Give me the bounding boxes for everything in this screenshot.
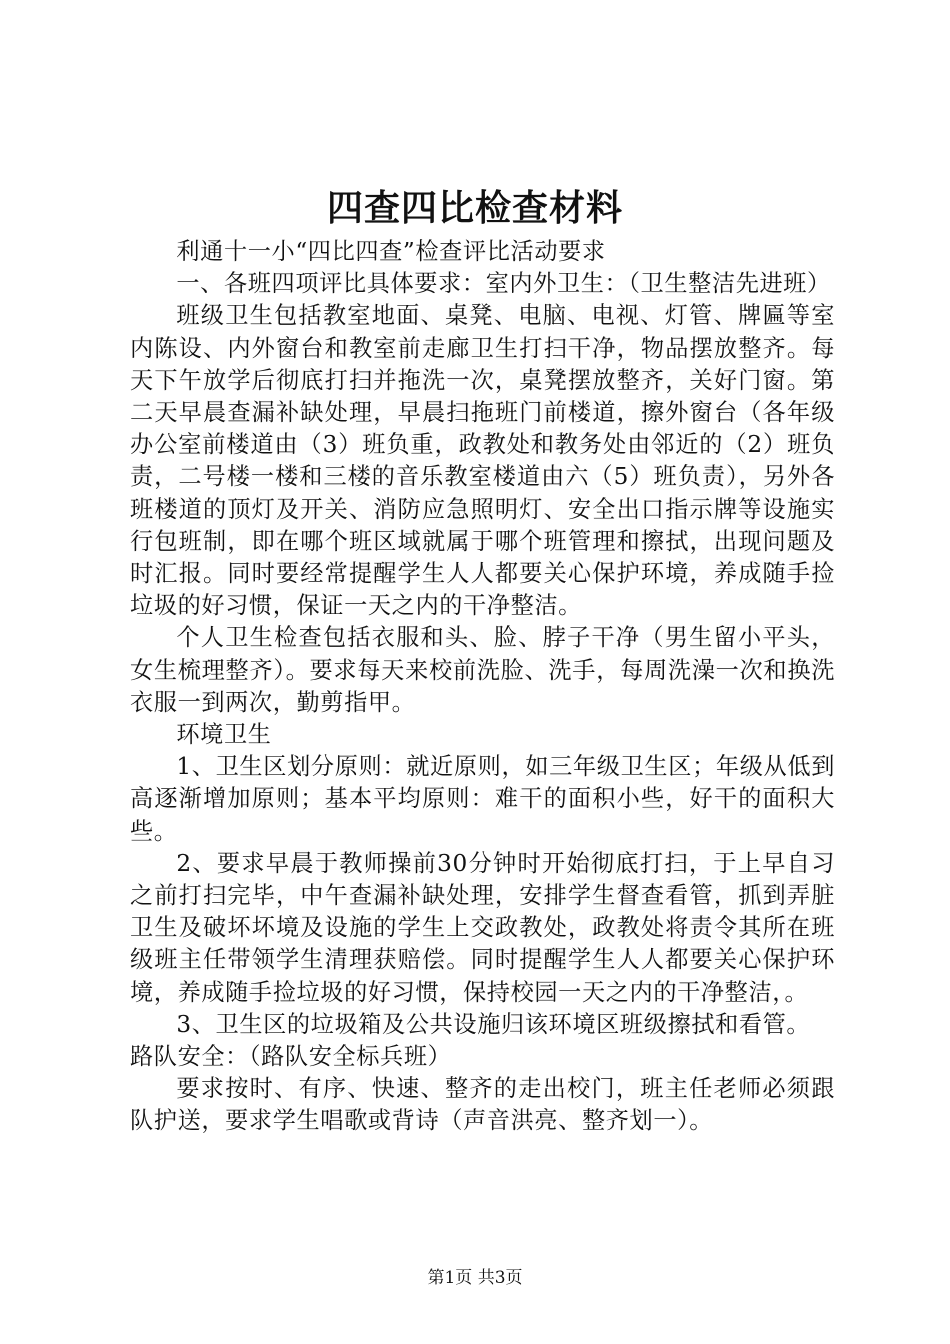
paragraph-subtitle: 利通十一小“四比四查”检查评比活动要求 (176, 238, 606, 265)
page-footer: 第1页 共3页 (427, 1268, 523, 1288)
paragraph-class-hygiene: 班级卫生包括教室地面、桌凳、电脑、电视、灯管、牌匾等室内陈设、内外窗台和教室前走廊卫生打扫干净，物品摆放整齐。每天下午放学后彻底打扫并拖洗一次，桌凳摆放整齐，关好门窗。第二天早晨查漏补缺处理，早晨扫拖班门前楼道，擦外窗台（各年级办公室前楼道由（3）班负重，政教处和教务处由邻近的（2）班负责，二号楼一楼和三楼的音乐教室楼道由六（5）班负责），另外各班楼道的顶灯及开关、消防应急照明灯、安全出口指示牌等设施实行包班制，即在哪个班区域就属于哪个班管理和擦拭，出现问题及时汇报。同时要经常提醒学生人人都要关心保护环境，养成随手捡垃圾的好习惯，保证一天之内的干净整洁。 (130, 302, 835, 620)
paragraph-personal-hygiene: 个人卫生检查包括衣服和头、脸、脖子干净（男生留小平头，女生梳理整齐）。要求每天来校前洗脸、洗手，每周洗澡一次和换洗衣服一到两次，勤剪指甲。 (130, 624, 835, 716)
paragraph-environment-item-2: 2、要求早晨于教师操前30分钟时开始彻底打扫，于上早自习之前打扫完毕，中午查漏补缺处理，安排学生督查看管，抓到弄脏卫生及破坏坏境及设施的学生上交政教处，政教处将责令其所在班级班主任带领学生清理获赔偿。同时提醒学生人人都要关心保护环境，养成随手捡垃圾的好习惯，保持校园一天之内的干净整洁，。 (130, 849, 835, 1006)
paragraph-section-heading: 一、各班四项评比具体要求：室内外卫生：（卫生整洁先进班） (176, 270, 831, 298)
paragraph-environment-heading: 环境卫生 (176, 721, 272, 749)
paragraph-route-safety: 要求按时、有序、快速、整齐的走出校门，班主任老师必须跟队护送，要求学生唱歌或背诗（声音洪亮、整齐划一）。 (130, 1075, 835, 1135)
paragraph-environment-item-1: 1、卫生区划分原则：就近原则，如三年级卫生区；年级从低到高逐渐增加原则；基本平均原则：难干的面积小些，好干的面积大些。 (130, 753, 835, 845)
paragraph-environment-item-3: 3、卫生区的垃圾箱及公共设施归该环境区班级擦拭和看管。 (176, 1010, 811, 1038)
document-title: 四查四比检查材料 (326, 187, 623, 229)
paragraph-route-safety-heading: 路队安全：（路队安全标兵班） (130, 1043, 452, 1071)
document-body (130, 236, 835, 1138)
